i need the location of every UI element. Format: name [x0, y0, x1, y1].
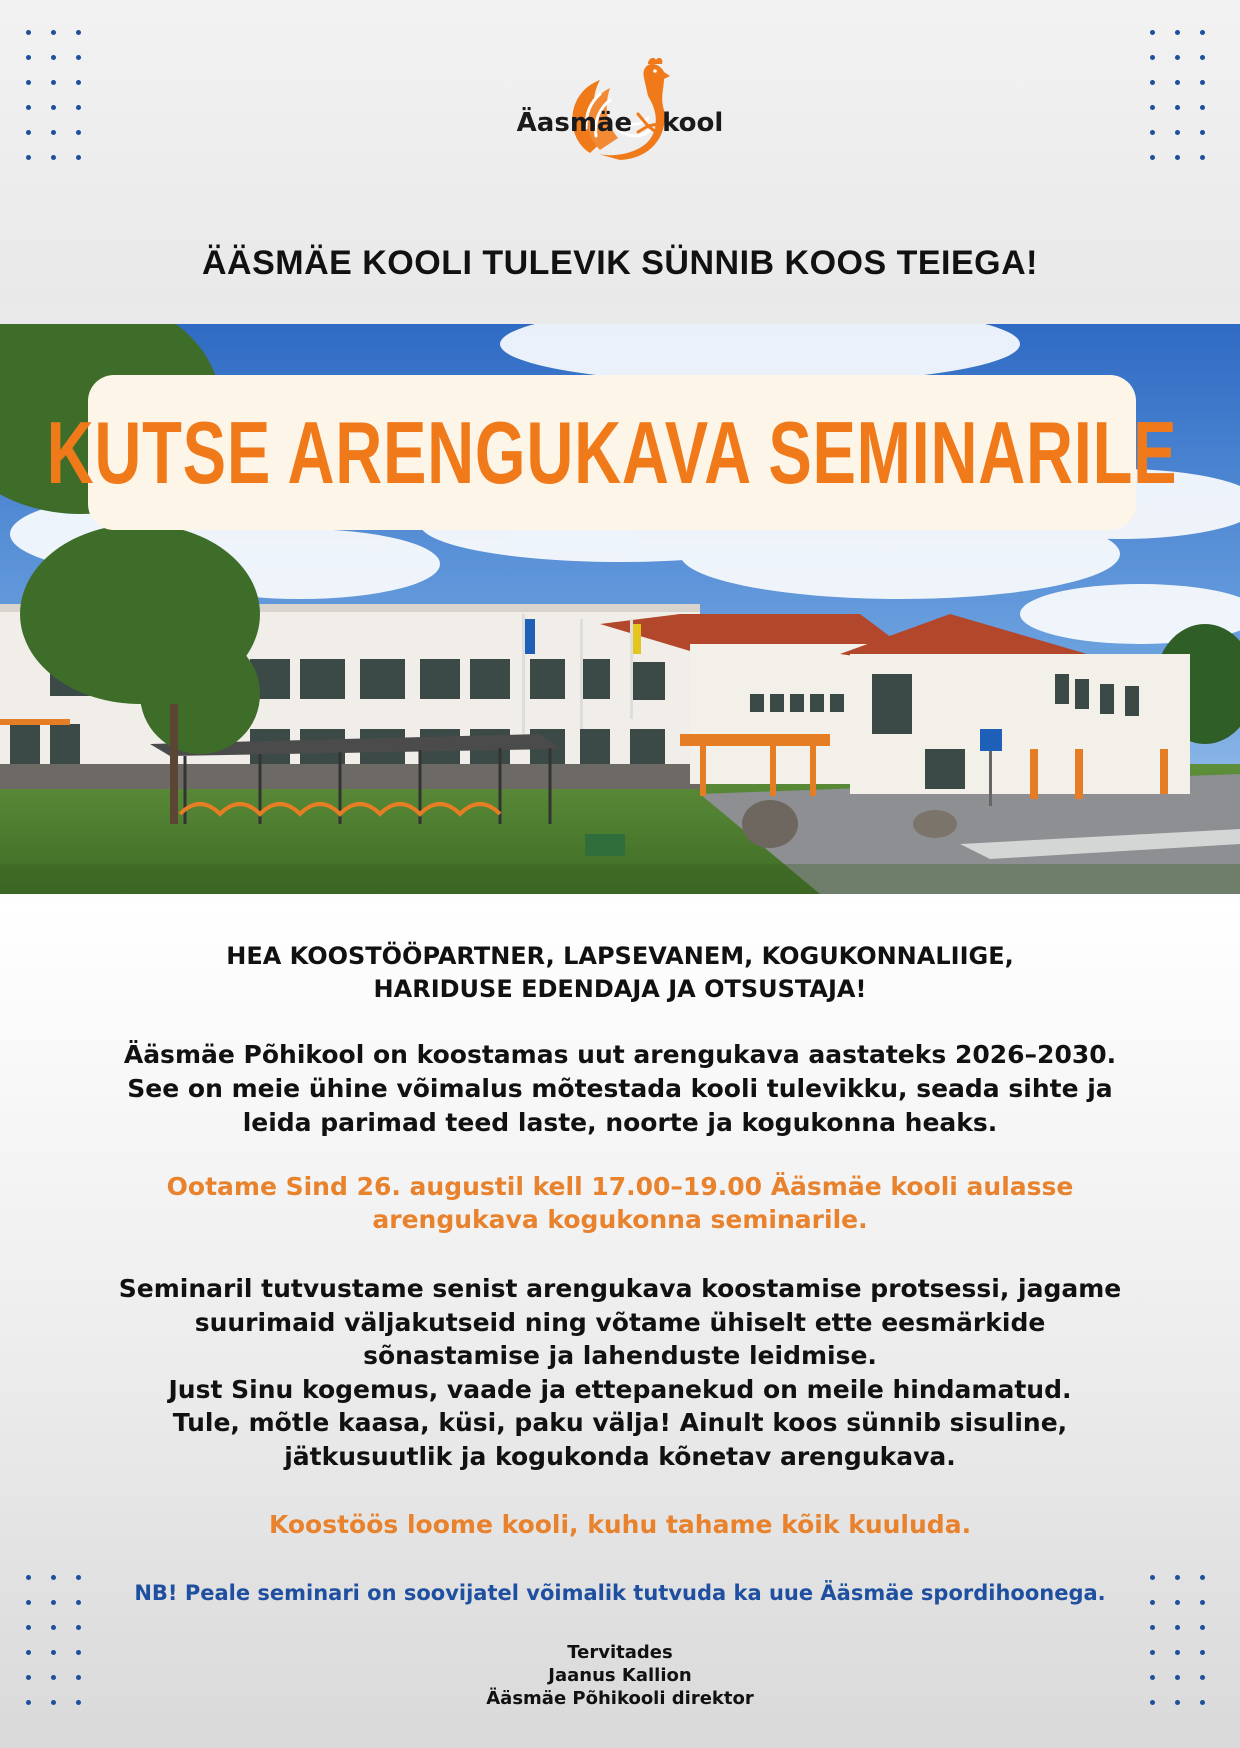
banner-title: KUTSE ARENGUKAVA SEMINARILE [46, 402, 1178, 502]
decor-dot [1150, 1625, 1155, 1630]
decor-dot [26, 1575, 31, 1580]
details-paragraph [40, 1272, 1200, 1473]
decor-dot [26, 1675, 31, 1680]
decor-dot [1175, 1625, 1180, 1630]
decor-dot [76, 1575, 81, 1580]
decor-dot [1200, 1650, 1205, 1655]
logo-text-left: Äasmäe [516, 108, 633, 138]
details-line: sõnastamise ja lahenduste leidmise. [363, 1341, 877, 1370]
signature-name: Jaanus Kallion [548, 1665, 692, 1686]
details-line: jätkusuutlik ja kogukonda kõnetav arengukava. [284, 1441, 956, 1471]
decor-dot [76, 30, 81, 35]
greeting-line: HEA KOOSTÖÖPARTNER, LAPSEVANEM, KOGUKONNALIIGE, [226, 942, 1014, 970]
decor-dot [1200, 1700, 1205, 1705]
signature-title: Ääsmäe Põhikooli direktor [486, 1688, 754, 1709]
details-line: Tule, mõtle kaasa, küsi, paku välja! Ainult koos sünnib sisuline, [172, 1408, 1068, 1437]
intro-paragraph [40, 1038, 1200, 1140]
decor-dot [1175, 30, 1180, 35]
decor-dot [1150, 30, 1155, 35]
rooster-foot-icon [632, 108, 662, 138]
title-banner [46, 375, 1178, 530]
decor-dot [1200, 1600, 1205, 1605]
decor-dot [26, 30, 31, 35]
sports-hall-note: NB! Peale seminari on soovijatel võimalik tutvuda ka uue Ääsmäe spordihoonega. [134, 1581, 1106, 1605]
intro-line: Ääsmäe Põhikool on koostamas uut arengukava aastateks 2026–2030. [123, 1040, 1117, 1069]
decor-dot [26, 1650, 31, 1655]
decor-dot [76, 1625, 81, 1630]
intro-line: See on meie ühine võimalus mõtestada kooli tulevikku, seada sihte ja [127, 1074, 1113, 1103]
page-headline: ÄÄSMÄE KOOLI TULEVIK SÜNNIB KOOS TEIEGA! [201, 244, 1039, 282]
details-line: Just Sinu kogemus, vaade ja ettepanekud on meile hindamatud. [168, 1374, 1072, 1404]
decor-dot [51, 1625, 56, 1630]
decor-dot [1200, 1575, 1205, 1580]
greeting [40, 940, 1200, 1006]
signature [40, 1641, 1200, 1710]
decor-dot [1200, 30, 1205, 35]
invitation-line: Ootame Sind 26. augustil kell 17.00–19.00 Ääsmäe kooli aulasse [166, 1172, 1074, 1201]
motto: Koostöös loome kooli, kuhu tahame kõik kuuluda. [268, 1510, 972, 1539]
details-line: Seminaril tutvustame senist arengukava koostamise protsessi, jagame [118, 1274, 1122, 1303]
signature-greeting: Tervitades [567, 1642, 673, 1663]
invitation-line: arengukava kogukonna seminarile. [372, 1205, 868, 1234]
decor-dot [51, 1575, 56, 1580]
decor-dot [1200, 1625, 1205, 1630]
decor-dot [1200, 1675, 1205, 1680]
invitation-text [40, 1170, 1200, 1236]
decor-dot [26, 1600, 31, 1605]
decor-dot [1150, 1575, 1155, 1580]
decor-dot [26, 1625, 31, 1630]
decor-dot [1175, 1575, 1180, 1580]
greeting-line: HARIDUSE EDENDAJA JA OTSUSTAJA! [373, 975, 867, 1003]
logo-wordmark [0, 108, 1240, 138]
details-line: suurimaid väljakutseid ning võtame ühiselt ette eesmärkide [194, 1307, 1046, 1337]
decor-dot [26, 1700, 31, 1705]
intro-line: leida parimad teed laste, noorte ja kogukonna heaks. [242, 1108, 998, 1137]
logo-text-right: kool [662, 108, 724, 138]
decor-dot [51, 30, 56, 35]
